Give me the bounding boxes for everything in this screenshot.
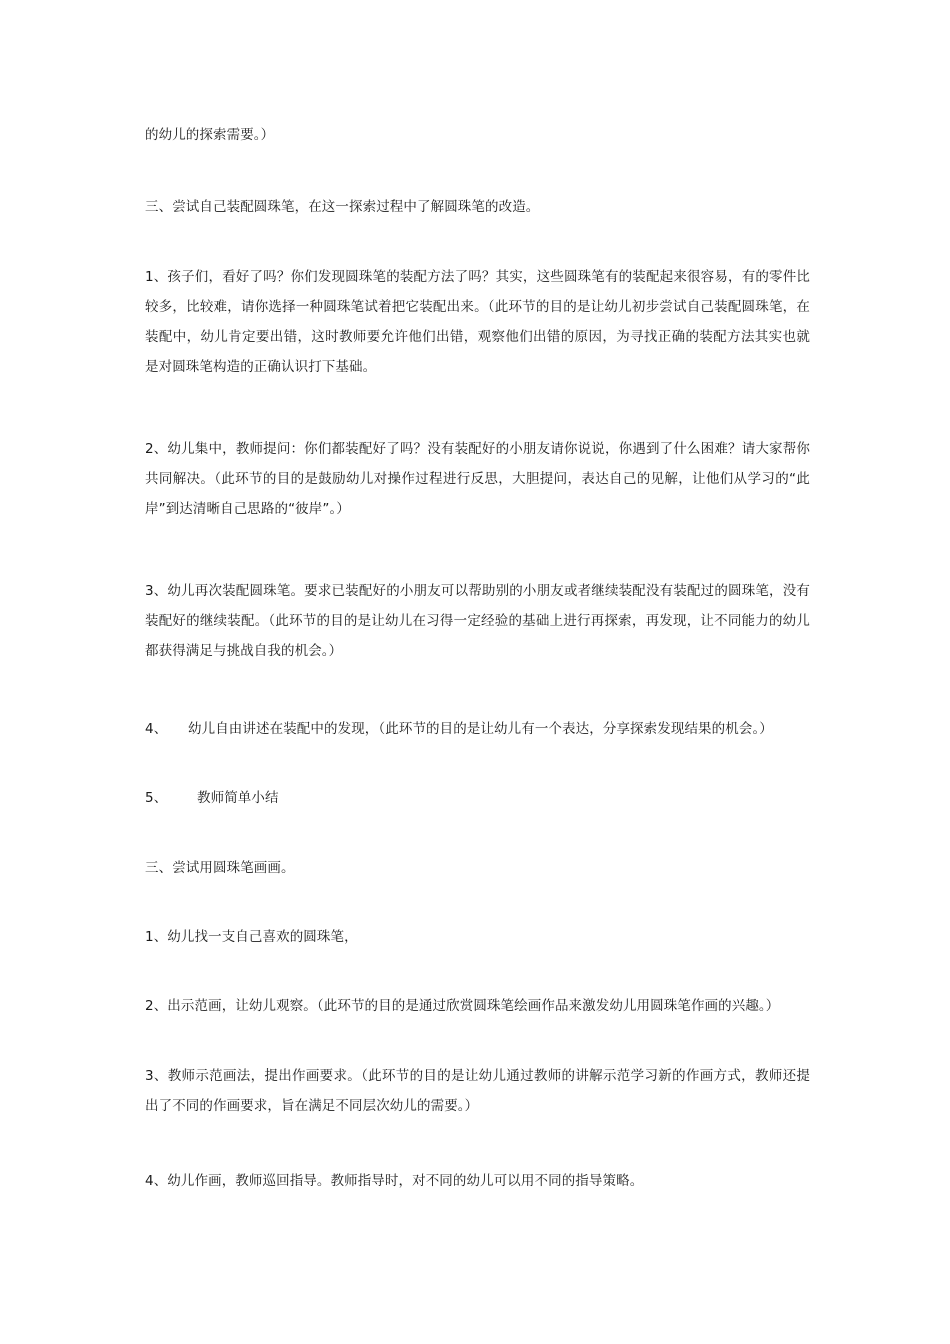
step-5-text: 教师简单小结 (197, 790, 279, 806)
paragraph-draw-1: 1、幼儿找一支自己喜欢的圆珠笔， (145, 929, 358, 945)
paragraph-1: 的幼儿的探索需要。） (145, 127, 275, 143)
paragraph-step-3: 3、幼儿再次装配圆珠笔。要求已装配好的小朋友可以帮助别的小朋友或者继续装配没有装配过的圆珠笔，没有装配好的继续装配。（此环节的目的是让幼儿在习得一定经验的基础上进行再探索，再发现，让不同能力的幼儿都获得满足与挑战自我的机会。） (145, 583, 810, 659)
step-4-number: 4、 (145, 721, 168, 737)
paragraph-step-4 (145, 714, 810, 744)
section-heading-assemble: 三、尝试自己装配圆珠笔，在这一探索过程中了解圆珠笔的改造。 (145, 199, 540, 215)
document-page (145, 0, 810, 1344)
section-heading-drawing: 三、尝试用圆珠笔画画。 (145, 860, 295, 876)
step-5-number: 5、 (145, 790, 168, 806)
step-4-text: 幼儿自由讲述在装配中的发现，（此环节的目的是让幼儿有一个表达，分享探索发现结果的机会。） (188, 721, 773, 737)
paragraph-step-1: 1、孩子们，看好了吗？你们发现圆珠笔的装配方法了吗？其实，这些圆珠笔有的装配起来很容易，有的零件比较多，比较难，请你选择一种圆珠笔试着把它装配出来。（此环节的目的是让幼儿初步尝试自己装配圆珠笔，在装配中，幼儿肯定要出错，这时教师要允许他们出错，观察他们出错的原因，为寻找正确的装配方法其实也就是对圆珠笔构造的正确认识打下基础。 (145, 269, 810, 375)
paragraph-step-5 (145, 783, 810, 813)
paragraph-draw-2: 2、出示范画，让幼儿观察。（此环节的目的是通过欣赏圆珠笔绘画作品来激发幼儿用圆珠笔作画的兴趣。） (145, 998, 780, 1014)
paragraph-draw-3: 3、教师示范画法，提出作画要求。（此环节的目的是让幼儿通过教师的讲解示范学习新的作画方式，教师还提出了不同的作画要求，旨在满足不同层次幼儿的需要。） (145, 1068, 810, 1114)
paragraph-step-2: 2、幼儿集中，教师提问：你们都装配好了吗？没有装配好的小朋友请你说说，你遇到了什么困难？请大家帮你共同解决。（此环节的目的是鼓励幼儿对操作过程进行反思，大胆提问，表达自己的见解，让他们从学习的“此岸”到达清晰自己思路的“彼岸”。） (145, 441, 810, 517)
paragraph-draw-4: 4、幼儿作画，教师巡回指导。教师指导时，对不同的幼儿可以用不同的指导策略。 (145, 1173, 644, 1189)
